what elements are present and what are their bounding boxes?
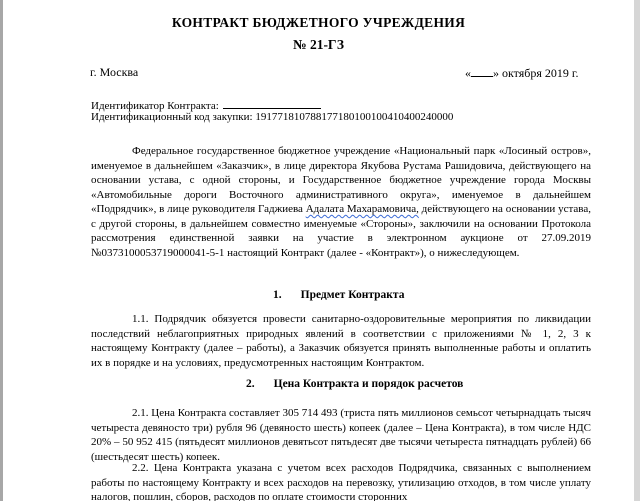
clause-1-1: 1.1. Подрядчик обязуется провести санитарно-оздоровительные мероприятия по ликвидации последствий неблагоприятных природных явлений в соответствии с приложениями № 1, 2, 3 к настоящему Контракту (далее – работы), а Заказчик обязуется принять выполненные работы и оплатить их в порядке и на условиях, предусмотренных настоящим Контрактом. — [91, 313, 591, 369]
preamble-paragraph — [91, 144, 591, 260]
spellcheck-flagged-name: Адалата Махарамовича, — [305, 203, 419, 215]
contract-id-label: Идентификатор Контракта: — [91, 100, 219, 112]
date-suffix: » октября 2019 г. — [493, 66, 579, 80]
document-page — [3, 0, 634, 501]
clause-2-2: 2.2. Цена Контракта указана с учетом всех расходов Подрядчика, связанных с выполнением работы по настоящему Контракту и всех расходов на перевозку, утилизацию отходов, в том числе уплату налогов, пошлин, сборов, расходов по оплате стоимости сторонних — [91, 462, 591, 501]
section-1-title: Предмет Контракта — [300, 289, 405, 301]
purchase-code-label: Идентификационный код закупки: — [91, 111, 253, 123]
section-1-number: 1. — [273, 289, 282, 301]
section-1-heading — [273, 289, 404, 301]
purchase-code-value: 191771810788177180100100410400240000 — [255, 111, 454, 123]
contract-number: № 21-ГЗ — [293, 37, 344, 52]
clause-2-1: 2.1. Цена Контракта составляет 305 714 493 (триста пять миллионов семьсот четырнадцать тысяч четыреста девяносто три) рубля 96 (девяносто шесть) копеек (далее – Цена Контракта), в том числе НДС 20% – 50 952 415 (пятьдесят миллионов девятьсот пятьдесят две тысячи четыреста пятнадцать рублей) 66 (шестьдесят шесть) копеек. — [91, 407, 591, 463]
section-2-title: Цена Контракта и порядок расчетов — [273, 378, 464, 390]
contract-date — [465, 65, 578, 81]
contract-city: г. Москва — [90, 65, 139, 79]
preamble-text-end: действующего на основании устава, с другой стороны, в дальнейшем совместно именуемые «Стороны», заключили на основании Протокола рассмотрения единственной заявки на участие в электронном аукционе от 27.09.2019 №0373100053719000041-5-1 настоящий Контракт (далее - «Контракт»), о нижеследующем. — [91, 203, 591, 259]
document-title: КОНТРАКТ БЮДЖЕТНОГО УЧРЕЖДЕНИЯ — [171, 15, 466, 30]
date-prefix: « — [465, 66, 471, 80]
page-shadow — [634, 0, 640, 501]
purchase-code-line — [91, 111, 453, 123]
contract-id-blank — [223, 98, 321, 109]
section-2-number: 2. — [246, 378, 255, 390]
contract-id-line — [91, 98, 321, 112]
date-day-blank — [471, 65, 493, 77]
section-2-heading — [246, 378, 463, 390]
preamble-text-start: Федеральное государственное бюджетное учреждение «Национальный парк «Лосиный остров», именуемое в дальнейшем «Заказчик», в лице директора Якубова Рустама Рашидовича, действующего на основании устава, с одной стороны, и Государственное бюджетное учреждение города Москвы «Автомобильные дороги Восточного административного округа», именуемое в дальнейшем «Подрядчик», в лице руководителя Гаджиева — [91, 145, 591, 215]
